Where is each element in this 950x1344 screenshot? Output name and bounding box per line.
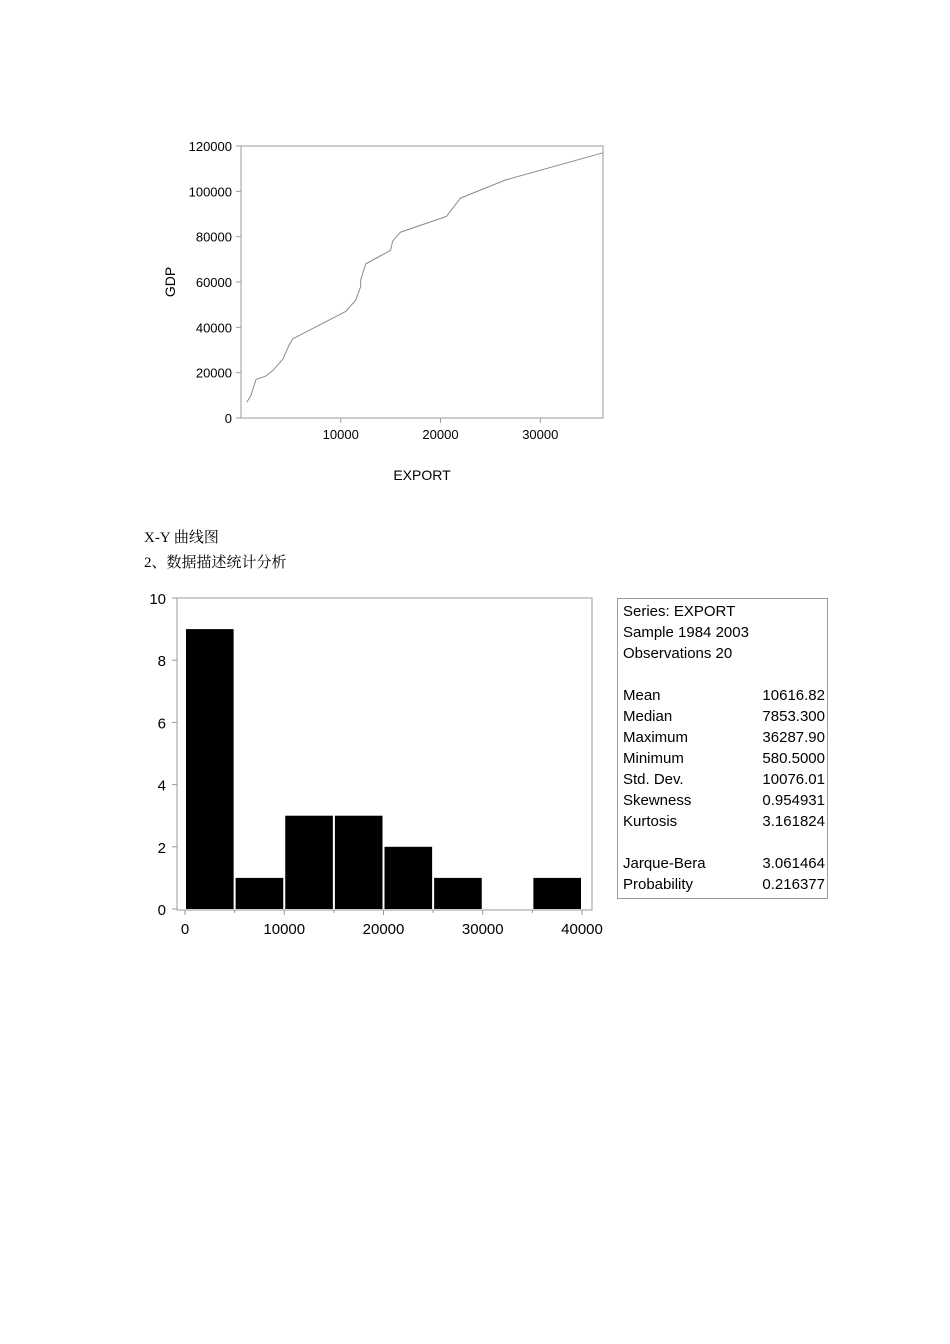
stat-row — [623, 811, 827, 832]
histogram-bar — [335, 816, 383, 909]
stat-label: Minimum — [623, 750, 684, 767]
x-tick-label: 40000 — [561, 921, 603, 938]
y-tick-label: 0 — [157, 902, 166, 919]
stat-row — [623, 748, 827, 769]
y-tick-label: 20000 — [195, 365, 232, 381]
histogram-bar — [385, 847, 433, 909]
y-tick-label: 100000 — [188, 184, 232, 200]
stat-value: 0.216377 — [762, 876, 825, 893]
histogram-bars — [186, 629, 581, 909]
stat-label: Probability — [623, 876, 694, 893]
x-tick-label: 20000 — [422, 427, 459, 442]
stats-sample-label: Sample 1984 2003 — [623, 624, 749, 641]
y-axis-label: GDP — [162, 266, 178, 298]
stat-row — [623, 769, 827, 790]
stat-row — [623, 790, 827, 811]
stat-label: Skewness — [623, 792, 692, 809]
chart-caption: X-Y 曲线图 — [144, 530, 219, 546]
histogram-bar — [533, 878, 581, 909]
histogram-y-ticks — [149, 591, 177, 919]
stat-value: 10616.82 — [762, 687, 825, 704]
stat-value: 10076.01 — [762, 771, 825, 788]
stat-label: Jarque-Bera — [623, 855, 706, 872]
y-tick-label: 40000 — [195, 320, 232, 336]
x-tick-label: 20000 — [362, 921, 405, 938]
plot-frame — [241, 146, 603, 418]
stat-label: Std. Dev. — [623, 771, 684, 788]
y-tick-label: 60000 — [195, 275, 232, 290]
y-tick-label: 0 — [224, 411, 232, 426]
histogram-bar — [434, 878, 482, 909]
x-tick-label: 30000 — [522, 427, 559, 442]
y-tick-label: 8 — [157, 653, 166, 671]
y-tick-label: 10 — [149, 591, 166, 608]
y-tick-label: 120000 — [188, 139, 232, 154]
stat-row — [623, 727, 827, 748]
stat-value: 0.954931 — [762, 792, 825, 809]
stats-observations-label: Observations 20 — [623, 645, 733, 662]
x-axis-ticks — [323, 418, 559, 442]
stat-row — [623, 853, 827, 874]
y-tick-label: 2 — [157, 839, 166, 857]
y-tick-label: 4 — [157, 777, 166, 795]
histogram-bar — [186, 629, 234, 909]
x-tick-label: 10000 — [263, 921, 306, 938]
y-tick-label: 6 — [157, 715, 166, 733]
stat-value: 580.5000 — [762, 750, 825, 767]
y-axis-ticks — [189, 139, 241, 426]
x-axis-label: EXPORT — [393, 467, 451, 483]
stat-value: 7853.300 — [762, 708, 825, 725]
stat-value: 36287.90 — [762, 729, 825, 746]
histogram-bar — [285, 816, 333, 909]
stat-label: Mean — [623, 687, 661, 704]
stat-value: 3.061464 — [762, 855, 825, 872]
stat-row — [623, 685, 827, 706]
xy-line-chart — [0, 0, 950, 500]
histogram-bar — [236, 878, 284, 909]
histogram-x-ticks — [181, 910, 603, 938]
x-tick-label: 0 — [180, 921, 190, 938]
stat-label: Kurtosis — [623, 813, 678, 830]
descriptive-stats-panel — [617, 598, 828, 899]
stat-row — [623, 874, 827, 895]
gdp-series-line — [247, 153, 603, 402]
x-tick-label: 10000 — [322, 427, 359, 442]
stat-row — [623, 706, 827, 727]
stat-value: 3.161824 — [762, 813, 825, 830]
x-tick-label: 30000 — [461, 921, 504, 938]
y-tick-label: 80000 — [195, 229, 232, 245]
stats-series-label: Series: EXPORT — [623, 603, 736, 620]
section-heading: 2、数据描述统计分析 — [144, 555, 287, 571]
stat-label: Maximum — [623, 729, 689, 746]
stat-label: Median — [623, 708, 673, 725]
